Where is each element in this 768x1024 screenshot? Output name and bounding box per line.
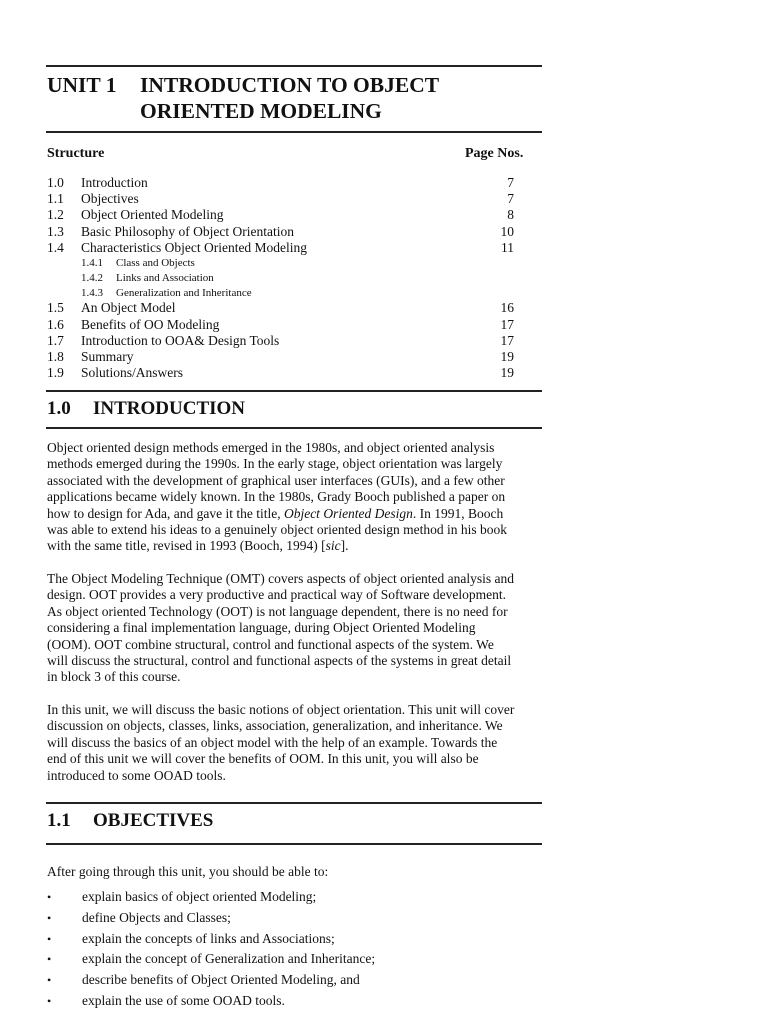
objectives-top-rule [46, 802, 542, 804]
toc-item[interactable]: 1.2 Object Oriented Modeling 8 [47, 207, 514, 223]
bullet-icon: • [47, 890, 52, 904]
toc-item[interactable]: 1.3 Basic Philosophy of Object Orientation 10 [47, 223, 514, 239]
toc-item[interactable]: 1.4 Characteristics Object Oriented Modeling 11 [47, 239, 514, 255]
book-title: Object Oriented Design [283, 505, 413, 521]
toc-subitem[interactable]: 1.4.1 Class and Objects [81, 256, 195, 269]
intro-paragraph-1: Object oriented design methods emerged in the 1980s, and object oriented analysis methods emerged during the 1990s. In the early stage, object orientation was largely associated with the development of graphical user interfaces (GUIs), and a few other applications became widely known. In the 1980s, Grady Booch published a paper on how to design for Ada, and gave it the title, Object Oriented Design. In 1991, Booch was able to extend his ideas to a genuinely object oriented design method in his book with the same title, revised in 1993 (Booch, 1994) [sic]. [47, 440, 508, 554]
unit-title-line-2: ORIENTED MODELING [140, 99, 382, 123]
structure-label: Structure [47, 146, 105, 161]
bullet-icon: • [47, 931, 52, 946]
intro-paragraph-2: The Object Modeling Technique (OMT) covers aspects of object oriented analysis and design. OOT provides a very productive and practical way of Software development. As object oriented Technology (OOT) is not language dependent, there is no need for considering a final implementation language, during Object Oriented Modeling (OOM). OOT combine structural, control and functional aspects of the system. We will discuss the structural, control and functional aspects of the systems in great detail in block 3 of this course. [47, 571, 515, 685]
objectives-intro: After going through this unit, you should be able to: [47, 864, 329, 879]
toc-item[interactable]: 1.7 Introduction to OOA& Design Tools 17 [47, 332, 514, 348]
section-title: INTRODUCTION [93, 398, 246, 419]
unit-number: UNIT 1 [47, 73, 117, 97]
page-numbers-label: Page Nos. [465, 146, 524, 161]
section-number: 1.1 [47, 810, 71, 831]
toc-subitem[interactable]: 1.4.3 Generalization and Inheritance [81, 286, 252, 299]
top-rule [46, 65, 542, 67]
title-bottom-rule [46, 131, 542, 133]
toc-item[interactable]: 1.1 Objectives 7 [47, 191, 514, 207]
toc-item[interactable]: 1.5 An Object Model 16 [47, 300, 514, 316]
table-of-contents [47, 175, 517, 381]
intro-bottom-rule [46, 427, 542, 429]
toc-item[interactable]: 1.6 Benefits of OO Modeling 17 [47, 316, 514, 332]
section-title: OBJECTIVES [93, 810, 214, 831]
toc-item[interactable]: 1.0 Introduction 7 [47, 175, 514, 190]
bullet-icon: • [47, 910, 52, 925]
bullet-icon: • [47, 952, 52, 967]
intro-top-rule [46, 390, 542, 392]
toc-subitem[interactable]: 1.4.2 Links and Association [81, 271, 214, 284]
intro-paragraph-3: In this unit, we will discuss the basic notions of object orientation. This unit will cover discussion on objects, classes, links, association, generalization, and inheritance. We will discuss the basics of an object model with the help of an example. Towards the end of this unit we will cover the benefits of OOM. In this unit, you will also be introduced to some OOAD tools. [47, 702, 515, 783]
toc-item[interactable]: 1.9 Solutions/Answers 19 [47, 365, 514, 381]
toc-item[interactable]: 1.8 Summary 19 [47, 348, 514, 364]
bullet-icon: • [47, 973, 52, 988]
document-page: UNIT 1 INTRODUCTION TO OBJECT ORIENTED MODELING Structure Page Nos. 1.0 Introduction 7 1.1 Objectives 7 1.2 Object Oriented Modeling 8 1.3 Basic Philosophy of Object Orientation 10 1.4 Characteristics Object Oriented Modeling 11 1.4.1 Class and Objects 1.4.2 Links and Association 1.4.3 Generalization and Inheritance 1.5 An Object Model 16 1.6 Benefits of OO Modeling 17 1.7 Introduction to OOA& Design Tools 17 1.8 Summary 19 1.9 Solutions/Answers 19 1.0 INTRODUCTION Object oriented design methods emerged in the 1980s, and object oriented analysis methods emerged during the 1990s. In the early stage, object orientation was largely associated with the development of graphical user interfaces (GUIs), and a few other applications became widely known. In the 1980s, Grady Booch published a paper on how to design for Ada, and gave it the title, Object Oriented Design. In 1991, Booch was able to extend his ideas to a genuinely object oriented design method in his book with the same title, revised in 1993 (Booch, 1994) [sic]. The Object Modeling Technique (OMT) covers aspects of object oriented analysis and design. OOT provides a very productive and practical way of Software development. As object oriented Technology (OOT) is not language dependent, there is no need for considering a final implementation language, during Object Oriented Modeling (OOM). OOT combine structural, control and functional aspects of the system. We will discuss the structural, control and functional aspects of the systems in great detail in block 3 of this course. In this unit, we will discuss the basic notions of object orientation. This unit will cover discussion on objects, classes, links, association, generalization, and inheritance. We will discuss the basics of an object model with the help of an example. Towards the end of this unit we will cover the benefits of OOM. In this unit, you will also be introduced to some OOAD tools. 1.1 OBJECTIVES After going through this unit, you should be able to: • explain basics of object oriented Modeling; • define Objects and Classes; • explain the concepts of links and Associations; • explain the concept of Generalization and Inheritance; • describe benefits of Object Oriented Modeling, and • explain the use of some OOAD tools. [0, 0, 768, 1024]
objectives-bottom-rule [46, 843, 542, 845]
section-number: 1.0 [47, 398, 71, 419]
bullet-icon: • [47, 993, 52, 1008]
unit-title-line-1: INTRODUCTION TO OBJECT [140, 73, 440, 97]
sic-note: sic [325, 538, 341, 554]
